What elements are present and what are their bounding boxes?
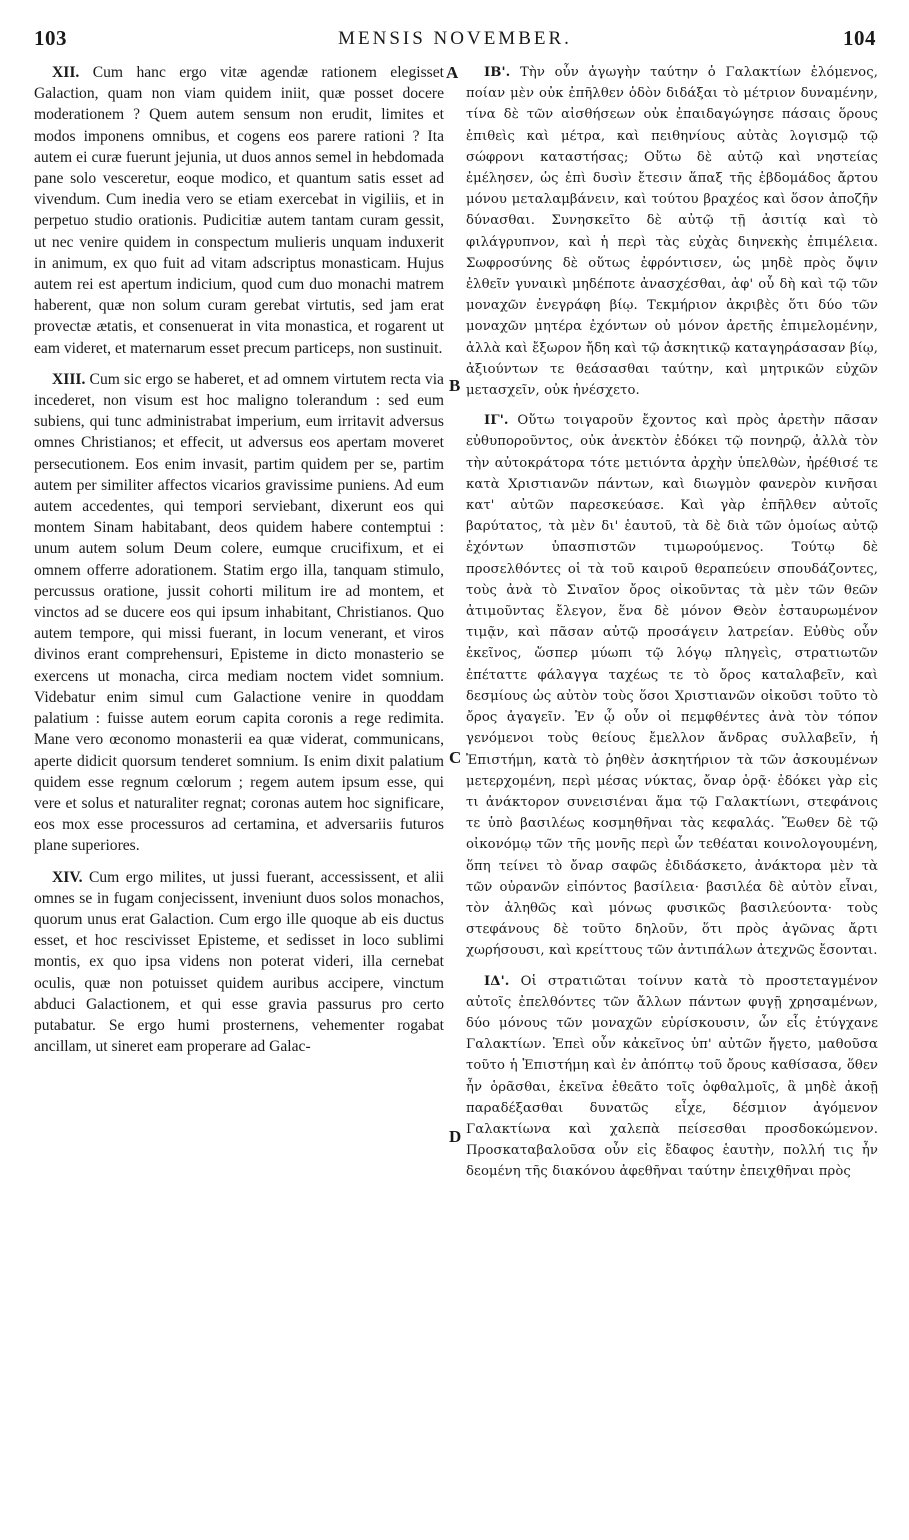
paragraph-text: Cum hanc ergo vitæ agendæ rationem elegisset Galaction, quam non viam quidem iniit, quæ posset docere moderationem ? Quem autem sensum non erudit, limites et modos imponens omnibus, et cogens eos parere rationi ? Ita autem ei curæ fuerunt jejunia, ut duos annos semel in hebdomada pane solo vesceretur, eoque modico, et quantum satis esset ad vivendum. Cum inedia vero se etiam exercebat in vigiliis, et in perpetuo studio orationis. Pudicitiæ autem tantam curam gessit, ut nec venire quidem in conspectum mulieris unquam induxerit in animum, ex quo fuit ad vitam adscriptus monasticam. Hujus autem rei est apertum indicium, quod cum duo monachi matrem haberent, quæ non solum curam gerebat virtutis, sed jam erat provectæ ætatis, et consenuerat in vita monastica, et rogarent ut eam videret, et maternarum esset precum particeps, non sustinuit. <box>34 64 444 357</box>
section-number: ΙΓ'. <box>484 413 509 429</box>
latin-column <box>34 62 444 1057</box>
latin-paragraph-14 <box>34 867 444 1058</box>
greek-paragraph-13 <box>466 410 878 961</box>
section-number: XIII. <box>52 370 86 388</box>
paragraph-text: Cum sic ergo se haberet, et ad omnem virtutem recta via incederet, non visum est hoc maligno tolerandum : sed eum subiens, qui tunc administrabat imperium, eum irritavit adversus omnes Christianos; et effecit, ut adversus eos apertam moveret persecutionem. Eos enim invasit, partim quidem per se, partim autem per similiter affectos vicarios gravissime puniens. Ad eum autem accedentes, qui tempori serviebant, dixerunt eos qui montem Sinam habitabant, deos quidem habere contemptui : unum autem solum Deum colere, eumque crucifixum, et ei omnem offerre adorationem. Statim ergo illa, tanquam stimulo, percussus oratione, jussit cohorti militum ire ad montem, et vinctos ad se ducere eos qui ipsum inhabitant, Christianos. Quo autem tempore, qui missi fuerant, in locum venerant, et viros divinos erant comprehensuri, Episteme in dicto monasterio se exercens ut monacha, circa mediam noctem videt somnium. Videbatur enim simul cum Galactione venire in quoddam palatium : fuisse autem eorum capita coronis a rege redimita. Mane vero œconomo monasterii ea quæ viderat, communicans, aperte didicit quorsum tenderet somnium. Is enim dixit palatium quidem esse regnum cœlorum ; regem autem ipsum esse, qui vere et solus et naturaliter regnat; coronas autem hoc significare, eos mox esse processuros ad certamina, et adversariis futuros plane superiores. <box>34 370 444 855</box>
paragraph-text: Τὴν οὖν ἀγωγὴν ταύτην ὁ Γαλακτίων ἑλόμενος, ποίαν μὲν οὐκ ἐπῆλθεν ὁδὸν διδάξαι τὸ μέτριον δυναμένην, τίνα δὲ τῶν αἰσθήσεων οὐκ ἐπαιδαγώγησε πάσαις ὅρους ἐπιθεὶς καὶ μέτρα, καὶ πειθηνίους αὐτὰς λογισμῷ τῷ σώφρονι καταστήσας; Οὕτω δὲ αὐτῷ καὶ νηστείας ἐμέλησεν, ὡς ἐπὶ δυσὶν ἔτεσιν ἅπαξ τῆς ἑβδομάδος ἄρτου μόνου μεταλαμβάνειν, καὶ τούτου βραχέος καὶ ὅσον ἀποζῆν δύνασθαι. Συνησκεῖτο δὲ αὐτῷ τῇ ἀσιτίᾳ καὶ τὸ φιλάγρυπνον, καὶ ἡ περὶ τὰς εὐχὰς διηνεκὴς ἐπιμέλεια. Σωφροσύνης δὲ οὕτως ἐφρόντισεν, ὡς μηδὲ πρὸς ὄψιν ἐλθεῖν γυναικὶ μηδέποτε ἀνασχέσθαι, ἀφ' οὗ δὴ καὶ τῷ τῶν μοναχῶν ἐνεγράφη βίῳ. Τεκμήριον ἀκριβὲς ὅτι δύο τῶν μοναχῶν μητέρα ἐχόντων οὐ μόνον ἀρετῆς ἐπιμελομένην, ἀλλὰ καὶ ἔξωρον ἤδη καὶ τῷ ἀσκητικῷ καταγηράσασαν βίῳ, ἀξιούντων τε θεάσασθαι ταύτην, καὶ μητρικῶν εὐχῶν μετασχεῖν, οὐκ ἠνέσχετο. <box>466 65 878 399</box>
section-number: ΙΒ'. <box>484 65 511 80</box>
paragraph-text: Οἱ στρατιῶται τοίνυν κατὰ τὸ προστεταγμένον αὐτοῖς ἐπελθόντες τῶν ἄλλων πάντων φυγῇ χρησαμένων, δύο μόνους τῶν μοναχῶν εὑρίσκουσιν, ὧν εἷς ἐτύγχανε Γαλακτίων. Ἐπεὶ οὖν κἀκεῖνος ὑπ' αὐτῶν ἤγετο, μαθοῦσα τοῦτο ἡ Ἐπιστήμη καὶ ἐν ἀπόπτῳ τοῦ ὄρους καθίσασα, ὅθεν ἦν ὁρᾶσθαι, ἐκεῖνα ἐθεᾶτο τοῖς ὀφθαλμοῖς, ἃ μηδὲ ἀκοῇ παραδέξασθαι δυνατῶς εἶχε, δέσμιον ἀγόμενον Γαλακτίωνα καὶ χαλεπὰ πείσεσθαι προσδοκώμενον. Προσκαταβαλοῦσα οὖν εἰς ἔδαφος ἑαυτὴν, πολλή τις ἦν δεομένη τῆς διακόνου ἀφεθῆναι ταύτην ἐπειχθῆναι πρὸς <box>466 973 879 1180</box>
paragraph-text: Cum ergo milites, ut jussi fuerant, accessissent, et alii omnes se in fugam conjecissent, inveniunt duos solos monachos, quorum unus erat Galaction. Cum ergo ille quoque ab eis ductus esset, et hoc rescivisset Episteme, et sedisset in loco sublimi montis, ex quo ipsa videns non poterat videri, illa cernebat oculis, quæ non potuisset quidem auribus accipere, vinctum abduci Galactionem, et qui esse gravia passurus pro certo putabatur. Se ergo humi prosternens, vehementer rogabat ancillam, ut sineret eam properare ad Galac- <box>34 868 444 1056</box>
page-number-left: 103 <box>34 26 67 50</box>
section-number: XIV. <box>52 868 83 886</box>
latin-paragraph-13 <box>34 369 444 857</box>
margin-letter-a: A <box>446 63 459 82</box>
section-number: XII. <box>52 64 80 81</box>
greek-paragraph-12 <box>466 62 878 401</box>
paragraph-text: Οὕτω τοιγαροῦν ἔχοντος καὶ πρὸς ἀρετὴν πᾶσαν εὐθυποροῦντος, οὐκ ἀνεκτὸν ἐδόκει τῷ πονηρῷ, ἀλλὰ τὸν τὴν αὐτοκράτορα τότε μετιόντα ἀρχὴν ὑπελθὼν, ἠρέθισέ τε κατὰ Χριστιανῶν πάντων, καὶ διωγμὸν φανερὸν κινῆσαι κατ' αὐτῶν παρεσκεύασε. Καὶ γὰρ ἐπῆλθεν αὐτοῖς βαρύτατος, τὰ μὲν δι' ἑαυτοῦ, τὰ δὲ διὰ τῶν ὁμοίως αὐτῷ ἐχόντων ὑπασπιστῶν τιμωρούμενος. Τούτῳ δὲ προσελθόντες οἱ τὰ τοῦ καιροῦ θεραπεύειν σπουδάζοντες, τοὺς ἀνὰ τὸ Σιναῖον ὄρος οἰκοῦντας τὰ μὲν τῶν θεῶν ἀτιμοῦντας ἔλεγον, ἕνα δὲ μόνον Θεὸν ἐσταυρωμένον τιμᾷν, καὶ πᾶσαν αὐτῷ προσάγειν λατρείαν. Εὐθὺς οὖν ἐκεῖνος, ὥσπερ μύωπι τῷ λόγῳ πληγεὶς, στρατιωτῶν ἐπέταττε φάλαγγα ταχέως τε τὸ ὄρος καταλαβεῖν, καὶ δεσμίους ὡς αὐτὸν τοὺς ὅσοι Χριστιανῶν οἰκοῦσι τοῦτο τὸ ὄρος ἀγαγεῖν. Ἐν ᾧ οὖν οἱ πεμφθέντες ἀνὰ τὸν τόπον γενόμενοι τοὺς θείους ἔμελλον ἄνδρας συλλαβεῖν, ἡ Ἐπιστήμη, κατὰ τὸ ῥηθὲν ἀσκητήριον τὰ τῶν ἀσκουμένων μετερχομένη, περὶ μέσας νύκτας, ὄναρ ὁρᾷ· ἐδόκει γὰρ εἰς τι ἀνάκτορον συνεισιέναι ἅμα τῷ Γαλακτίωνι, στεφάνοις τε ὑπὸ βασιλέως κοσμηθῆναι τὰς κεφαλάς. Ἕωθεν δὲ τῷ οἰκονόμῳ τῶν τῆς μονῆς περὶ ὧν τεθέαται κοινολογουμένη, ὅπη τείνει τὸ ὄναρ σαφῶς ἐδιδάσκετο, ἀνάκτορα μὲν τὰ τῶν οὐρανῶν εἰπόντος βασίλεια· βασιλέα δὲ αὐτὸν εἶναι, τὸν ἀληθῶς καὶ μόνως φυσικῶς βασιλεύοντα· τοὺς στεφάνους δὲ τοῦτο δηλοῦν, ὅτι πρὸς ἀγῶνας ἄρτι χωρήσουσι, καὶ κρείττους τῶν ἀντιπάλων ἀτεχνῶς ἔσονται. <box>466 413 878 959</box>
running-header <box>34 26 876 58</box>
margin-letter-d: D <box>449 1127 462 1146</box>
greek-paragraph-14 <box>466 971 878 1183</box>
latin-paragraph-12 <box>34 62 444 359</box>
page-number-right: 104 <box>843 26 876 50</box>
section-number: ΙΔ'. <box>484 973 510 989</box>
running-title: MENSIS NOVEMBER. <box>338 28 572 49</box>
greek-column <box>466 62 878 1183</box>
margin-letter-b: B <box>449 376 461 395</box>
margin-letter-c: C <box>449 748 462 767</box>
